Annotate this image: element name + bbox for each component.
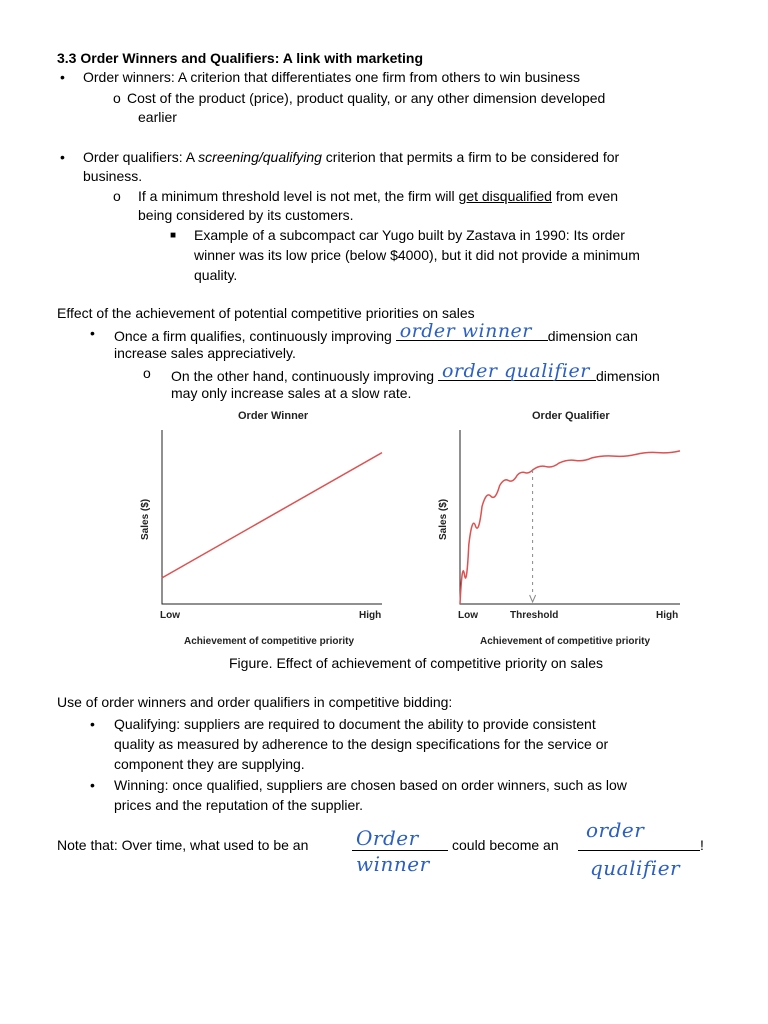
chart1-axes bbox=[162, 430, 382, 604]
chart2-threshold-arrow bbox=[530, 595, 536, 602]
order-qualifiers-text-b: criterion that permits a firm to be considered for bbox=[321, 149, 620, 165]
note-handwritten-1a: Order bbox=[356, 826, 419, 850]
figure-caption: Figure. Effect of achievement of competitive priority on sales bbox=[229, 655, 604, 671]
effect-line2-b: dimension bbox=[595, 368, 660, 384]
yugo-text-2: winner was its low price (below $4000), but it did not provide a minimum bbox=[194, 247, 640, 263]
sub-sub-bullet-square: ■ bbox=[170, 230, 177, 241]
order-winners-sub-text: Cost of the product (price), product quality, or any other dimension developed bbox=[127, 90, 606, 106]
chart2-ylabel: Sales ($) bbox=[438, 498, 449, 540]
chart1-plot bbox=[158, 426, 386, 608]
chart2-axes bbox=[460, 430, 680, 604]
effect-line1-cont: increase sales appreciatively. bbox=[114, 345, 296, 361]
threshold-text-cont: being considered by its customers. bbox=[138, 207, 354, 223]
effect-line1 bbox=[114, 320, 638, 346]
bullet-dot: • bbox=[90, 777, 95, 793]
bidding-heading: Use of order winners and order qualifiers in competitive bidding: bbox=[57, 694, 453, 710]
threshold-text-a: If a minimum threshold level is not met, the firm will bbox=[138, 188, 459, 204]
note-exclamation: ! bbox=[700, 837, 704, 853]
note-handwritten-2a: order bbox=[586, 818, 645, 842]
effect-line1-a: Once a firm qualifies, continuously improving bbox=[114, 328, 396, 344]
effect-line2-a: On the other hand, continuously improving bbox=[171, 368, 438, 384]
effect-line2-cont: may only increase sales at a slow rate. bbox=[171, 385, 412, 401]
yugo-text-1: Example of a subcompact car Yugo built by Zastava in 1990: Its order bbox=[194, 227, 625, 243]
yugo-text-3: quality. bbox=[194, 267, 238, 283]
qualifying-line-2: quality as measured by adherence to the design specifications for the service or bbox=[114, 736, 609, 752]
order-qualifiers-text-a: Order qualifiers: A bbox=[83, 149, 199, 165]
chart1-tick-low: Low bbox=[160, 610, 180, 621]
sub-bullet-circle: o bbox=[143, 365, 151, 381]
note-text-a: Note that: Over time, what used to be an bbox=[57, 837, 309, 853]
answer-blank-2 bbox=[438, 360, 596, 382]
order-qualifiers-text-cont: business. bbox=[83, 168, 143, 184]
disqualified-underlined: get disqualified bbox=[458, 188, 552, 204]
chart2-tick-low: Low bbox=[458, 610, 478, 621]
bullet-dot: • bbox=[90, 325, 95, 341]
sub-bullet-circle: o bbox=[113, 90, 121, 106]
note-handwritten-2b: qualifier bbox=[590, 856, 681, 880]
sub-bullet-circle: o bbox=[113, 188, 121, 204]
chart2-series-line bbox=[460, 451, 680, 604]
answer-blank-1 bbox=[396, 320, 548, 342]
order-winners-text: Order winners: A criterion that differentiates one firm from others to win business bbox=[83, 69, 580, 85]
threshold-text-b: from even bbox=[551, 188, 619, 204]
chart1-tick-high: High bbox=[359, 610, 382, 621]
chart1-ylabel: Sales ($) bbox=[140, 498, 151, 540]
chart2-xlabel: Achievement of competitive priority bbox=[480, 636, 651, 647]
chart1-title: Order Winner bbox=[238, 410, 309, 422]
effect-line2 bbox=[171, 360, 660, 386]
note-blank-2 bbox=[578, 850, 700, 851]
bullet-dot: • bbox=[60, 149, 65, 165]
chart2-plot bbox=[456, 426, 684, 608]
bullet-dot: • bbox=[60, 69, 65, 85]
threshold-text bbox=[138, 187, 618, 206]
chart1-xlabel: Achievement of competitive priority bbox=[184, 636, 355, 647]
effect-heading: Effect of the achievement of potential competitive priorities on sales bbox=[57, 305, 475, 321]
chart2-tick-high: High bbox=[656, 610, 679, 621]
note-text-b: could become an bbox=[452, 837, 559, 853]
note-handwritten-1b: winner bbox=[356, 852, 430, 876]
qualifying-line-3: component they are supplying. bbox=[114, 756, 305, 772]
order-qualifiers-italic: screening/qualifying bbox=[198, 149, 322, 165]
note-blank-1 bbox=[352, 850, 448, 851]
handwritten-answer-1: order winner bbox=[399, 320, 532, 342]
chart2-title: Order Qualifier bbox=[532, 410, 610, 422]
order-qualifiers-text bbox=[83, 148, 619, 167]
section-heading: 3.3 Order Winners and Qualifiers: A link with marketing bbox=[57, 50, 424, 66]
winning-line-1: Winning: once qualified, suppliers are chosen based on order winners, such as low bbox=[114, 777, 627, 793]
order-winners-sub-text-cont: earlier bbox=[138, 109, 177, 125]
winning-line-2: prices and the reputation of the supplier. bbox=[114, 797, 364, 813]
handwritten-answer-2: order qualifier bbox=[441, 360, 590, 382]
bullet-dot: • bbox=[90, 716, 95, 732]
chart1-series-line bbox=[162, 453, 382, 578]
chart2-tick-threshold: Threshold bbox=[510, 610, 559, 621]
qualifying-line-1: Qualifying: suppliers are required to document the ability to provide consistent bbox=[114, 716, 596, 732]
effect-line1-b: dimension can bbox=[547, 328, 638, 344]
